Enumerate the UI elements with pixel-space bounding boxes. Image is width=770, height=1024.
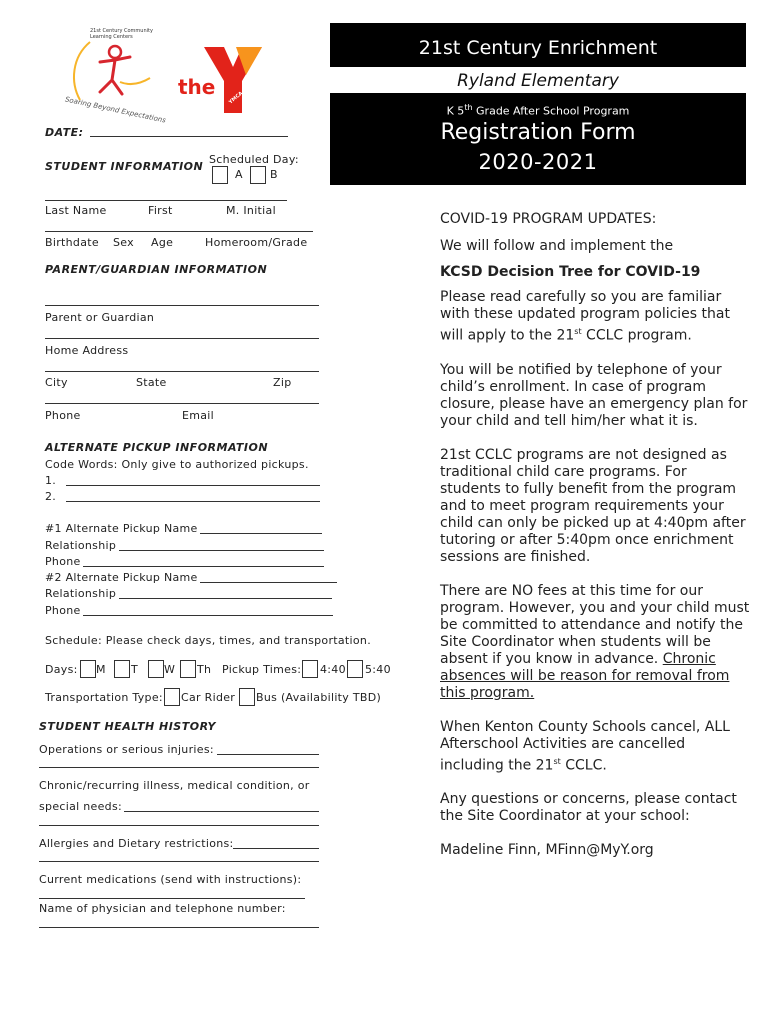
paragraph-5: When Kenton County Schools cancel, ALL Afterschool Activities are cancelled including the 21st CCLC. [440,718,730,774]
phone-label: Phone [45,409,81,422]
cclc-slogan: Soaring Beyond Expectations [64,95,167,125]
home-address-label: Home Address [45,344,129,357]
pickup-times-label: Pickup Times: [222,663,302,676]
time-540-checkbox[interactable] [347,660,363,678]
code-words-label: Code Words: Only give to authorized pickups. [45,458,309,471]
contact-info: Madeline Finn, MFinn@MyY.org [440,842,654,859]
transport-label: Transportation Type: [45,691,163,704]
allergies-field-2[interactable] [39,861,319,862]
parent-label: Parent or Guardian [45,311,155,324]
bus-checkbox[interactable] [239,688,255,706]
chronic-absences-warning: Chronic absences will be reason for removal from this program. [440,650,730,701]
special-needs-field[interactable] [124,811,319,812]
parent-info-heading: PARENT/GUARDIAN INFORMATION [45,263,268,276]
middle-initial-label: M. Initial [226,204,276,217]
car-rider-label: Car Rider [181,691,236,704]
time-440-checkbox[interactable] [302,660,318,678]
day-th-checkbox[interactable] [180,660,196,678]
physician-label: Name of physician and telephone number: [39,902,286,915]
kcsd-heading: KCSD Decision Tree for COVID-19 [440,264,701,280]
days-label: Days: [45,663,78,676]
banner-school: Ryland Elementary [457,71,619,91]
day-a-checkbox[interactable] [212,166,228,184]
alt2-phone-field[interactable] [83,615,333,616]
time-440-label: 4:40 [320,663,346,676]
paragraph-1: Please read carefully so you are familiar with these updated program policies that will apply to the 21st CCLC program. [440,289,730,344]
physician-field[interactable] [39,927,319,928]
sex-label: Sex [113,236,134,249]
zip-label: Zip [273,376,292,389]
ymca-the: the [178,75,216,99]
alt1-phone-field[interactable] [83,566,324,567]
special-needs-field-2[interactable] [39,825,319,826]
state-label: State [136,376,167,389]
day-m-checkbox[interactable] [80,660,96,678]
ymca-logo [172,45,267,115]
scheduled-day-label: Scheduled Day: [209,153,299,166]
alt1-name-field[interactable] [200,533,322,534]
alt1-relationship-label: Relationship [45,539,117,552]
operations-label: Operations or serious injuries: [39,743,214,756]
home-address-field[interactable] [45,338,319,339]
last-name-label: Last Name [45,204,107,217]
cclc-line-1: 21st Century Community [90,28,153,34]
day-w-checkbox[interactable] [148,660,164,678]
homeroom-label: Homeroom/Grade [205,236,308,249]
day-t-checkbox[interactable] [114,660,130,678]
date-field[interactable] [90,136,288,137]
bus-label: Bus (Availability TBD) [256,691,382,704]
ymca-y-icon [200,45,266,115]
age-label: Age [151,236,174,249]
medications-field[interactable] [39,898,305,899]
student-name-field[interactable] [45,200,287,201]
alt2-phone-label: Phone [45,604,81,617]
date-label: DATE: [45,126,84,139]
alt1-relationship-field[interactable] [119,550,324,551]
day-m-label: M [96,663,106,676]
covid-updates-heading: COVID-19 PROGRAM UPDATES: [440,211,657,227]
health-heading: STUDENT HEALTH HISTORY [39,720,217,733]
first-name-label: First [148,204,173,217]
cclc-logo [60,22,170,125]
schedule-instructions: Schedule: Please check days, times, and transportation. [45,634,372,647]
day-t-label: T [131,663,139,676]
alt2-name-field[interactable] [200,582,337,583]
allergies-label: Allergies and Dietary restrictions: [39,837,234,850]
alt2-name-label: #2 Alternate Pickup Name [45,571,198,584]
paragraph-6: Any questions or concerns, please contact the Site Coordinator at your school: [440,791,737,825]
code-1-label: 1. [45,474,57,487]
city-state-zip-field[interactable] [45,371,319,372]
paragraph-4: There are NO fees at this time for our program. However, you and your child must be committed to attendance and notify the Site Coordinator when students will be absent if you know in advance. Chronic absences will be reason for removal from this program. [440,582,750,701]
banner-year: 2020-2021 [478,150,598,174]
alt-pickup-heading: ALTERNATE PICKUP INFORMATION [45,441,269,454]
banner-title: 21st Century Enrichment [418,37,658,59]
header-banner [330,23,746,185]
day-th-label: Th [197,663,212,676]
day-b-label: B [270,168,278,181]
alt2-relationship-field[interactable] [119,598,332,599]
code-2-label: 2. [45,490,57,503]
banner-program: K 5th Grade After School Program [446,103,630,118]
parent-field[interactable] [45,305,319,306]
phone-email-field[interactable] [45,403,319,404]
medications-label: Current medications (send with instructions): [39,873,302,886]
operations-field[interactable] [217,754,319,755]
day-b-checkbox[interactable] [250,166,266,184]
operations-field-2[interactable] [39,767,319,768]
paragraph-2: You will be notified by telephone of your child’s enrollment. In case of program closure, please have an emergency plan for your child and tell him/her what it is. [440,361,748,429]
alt1-phone-label: Phone [45,555,81,568]
special-needs-label: special needs: [39,800,123,813]
day-w-label: W [164,663,176,676]
day-a-label: A [235,168,243,181]
student-info-heading: STUDENT INFORMATION [45,160,204,173]
birthdate-label: Birthdate [45,236,99,249]
follow-text: We will follow and implement the [440,238,674,254]
banner-form-title: Registration Form [440,120,636,145]
chronic-label: Chronic/recurring illness, medical condition, or [39,779,310,792]
ymca-sub: YMCA [227,90,245,106]
email-label: Email [182,409,215,422]
time-540-label: 5:40 [365,663,391,676]
code-word-1-field[interactable] [66,485,320,486]
birthdate-field[interactable] [45,231,313,232]
car-rider-checkbox[interactable] [164,688,180,706]
alt2-relationship-label: Relationship [45,587,117,600]
city-label: City [45,376,68,389]
cclc-line-2: Learning Centers [90,34,133,40]
allergies-field[interactable] [233,848,319,849]
paragraph-3: 21st CCLC programs are not designed as traditional child care programs. For students to fully benefit from the program and to meet program requirements your child can only be picked up at 4:40pm after tutoring or after 5:40pm once enrichment sessions are finished. [440,446,746,565]
code-word-2-field[interactable] [66,501,320,502]
alt1-name-label: #1 Alternate Pickup Name [45,522,198,535]
